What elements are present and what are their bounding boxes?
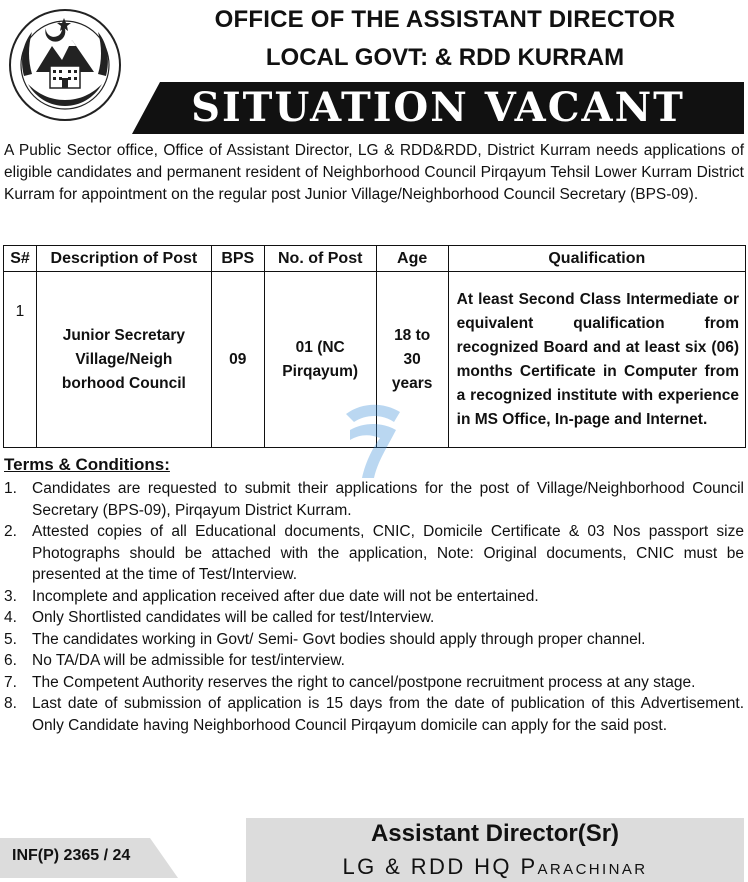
authority-subtitle: LG & RDD HQ Parachinar: [342, 854, 648, 879]
item-number: 5.: [4, 630, 17, 648]
situation-vacant-banner: SITUATION VACANT: [191, 84, 685, 131]
authority-title: Assistant Director(Sr): [370, 820, 620, 847]
column-header-bps: BPS: [211, 246, 264, 272]
item-text: The candidates working in Govt/ Semi- Govt bodies should apply through proper channel.: [32, 630, 646, 648]
cell-posts: 01 (NC Pirqayum): [264, 272, 376, 448]
item-text: Incomplete and application received after due date will not be entertained.: [32, 587, 539, 605]
item-text: Last date of submission of application is 15 days from the date of publication of this Advertisement. Only Candidate having Neighborhood Council Pirqayum domicile can apply for the said post.: [32, 695, 744, 734]
column-header-qualification: Qualification: [448, 246, 745, 272]
column-header-description: Description of Post: [36, 246, 211, 272]
cell-age: 18 to 30 years: [376, 272, 448, 448]
list-item: [4, 629, 744, 651]
column-header-age: Age: [376, 246, 448, 272]
inf-number: INF(P) 2365 / 24: [12, 847, 131, 864]
item-text: The Competent Authority reserves the right to cancel/postpone recruitment process at any stage.: [32, 673, 696, 691]
column-header-sno: S#: [4, 246, 37, 272]
item-number: 1.: [4, 480, 17, 497]
item-number: 8.: [4, 695, 17, 712]
office-title-line1: OFFICE OF THE ASSISTANT DIRECTOR: [214, 6, 676, 33]
item-number: 7.: [4, 673, 17, 691]
list-item: [4, 478, 744, 521]
advertisement-footer: [0, 814, 748, 882]
cell-bps: 09: [211, 272, 264, 448]
list-item: [4, 693, 744, 736]
item-text: No TA/DA will be admissible for test/interview.: [32, 652, 345, 669]
item-number: 4.: [4, 609, 17, 626]
watermark-icon: [338, 400, 408, 480]
office-title-line2: LOCAL GOVT: & RDD KURRAM: [265, 44, 625, 71]
list-item: [4, 586, 744, 608]
advertisement-header: [0, 0, 748, 136]
list-item: [4, 607, 744, 629]
item-number: 2.: [4, 523, 17, 540]
item-number: 6.: [4, 652, 17, 669]
cell-qualification: At least Second Class Intermediate or equivalent qualification from recognized Board and at least six (06) months Certificate in Computer from a recognized institute with experience in MS Office, In-page and Internet.: [448, 272, 745, 448]
cell-description: Junior Secretary Village/Neigh borhood Council: [36, 272, 211, 448]
item-text: Only Shortlisted candidates will be called for test/Interview.: [32, 609, 435, 626]
terms-heading: Terms & Conditions:: [4, 455, 170, 474]
column-header-posts: No. of Post: [264, 246, 376, 272]
terms-list: [4, 478, 744, 736]
table-header-row: [4, 246, 746, 272]
government-seal-icon: [6, 6, 124, 124]
item-number: 3.: [4, 587, 17, 605]
list-item: [4, 521, 744, 586]
intro-paragraph: A Public Sector office, Office of Assistant Director, LG & RDD&RDD, District Kurram needs applications of eligible candidates and permanent resident of Neighborhood Council Pirqayum Tehsil Lower Kurram District Kurram for appointment on the regular post Junior Village/Neighborhood Council Secretary (BPS-09).: [4, 142, 744, 203]
item-text: Attested copies of all Educational documents, CNIC, Domicile Certificate & 03 Nos passport size Photographs should be attached with the application, Note: Original documents, CNIC must be presented at the time of Test/Interview.: [32, 523, 744, 583]
list-item: [4, 650, 744, 672]
cell-sno: 1: [4, 272, 37, 448]
list-item: [4, 672, 744, 694]
item-text: Candidates are requested to submit their applications for the post of Village/Neighborhood Council Secretary (BPS-09), Pirqayum District Kurram.: [32, 480, 744, 519]
